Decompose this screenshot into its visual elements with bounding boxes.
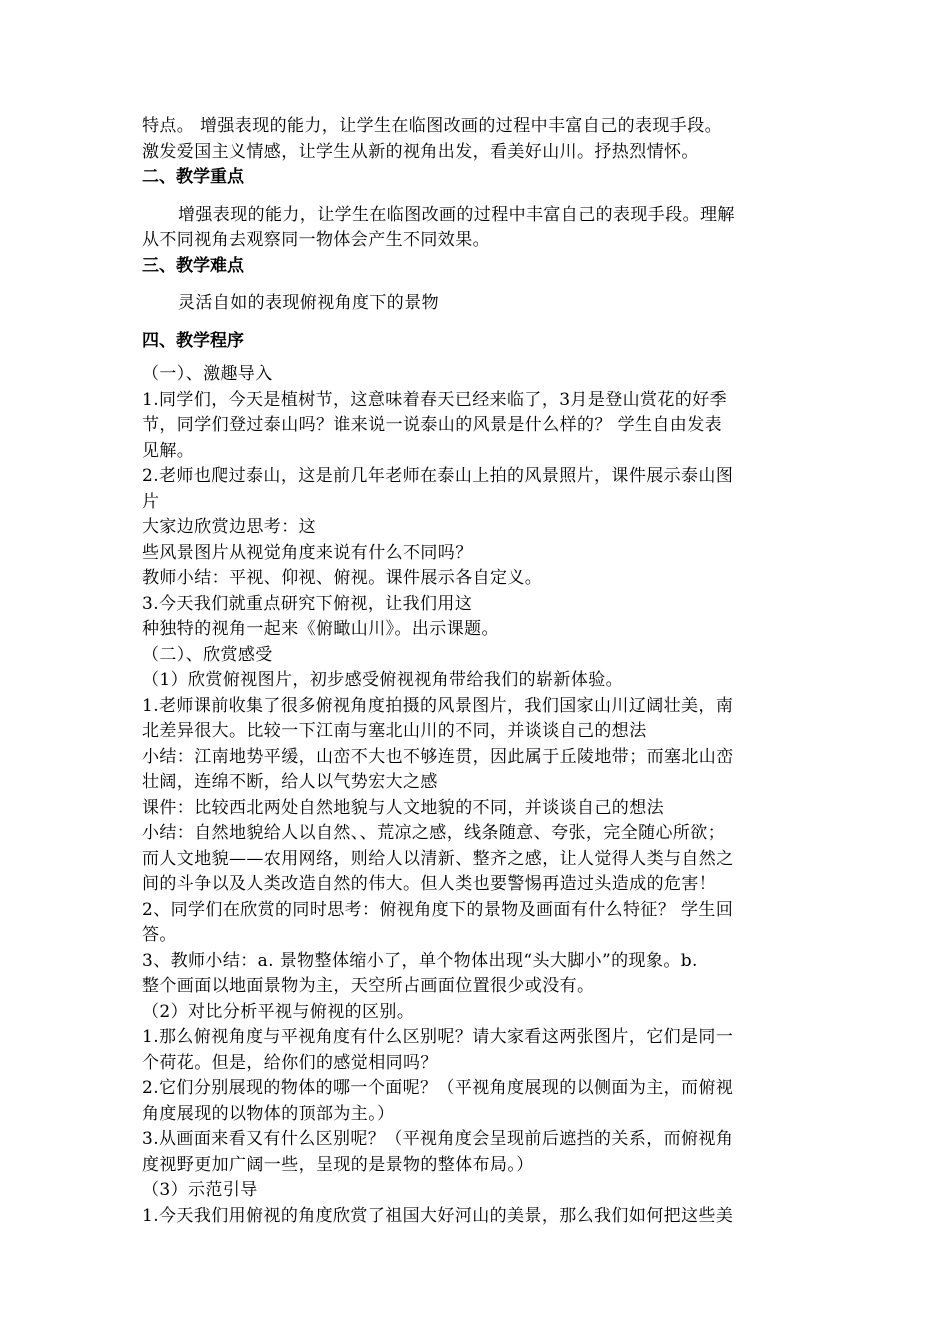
procedure-line: （1）欣赏俯视图片，初步感受俯视视角带给我们的崭新体验。 [142,670,624,690]
procedure-line: （2）对比分析平视与俯视的区别。 [142,1001,415,1022]
procedure-line: 3、教师小结：a. 景物整体缩小了，单个物体出现“头大脚小”的现象。b. [142,950,698,971]
procedure-line: 小结：自然地貌给人以自然、、荒凉之感，线条随意、夸张，完全随心所欲； [142,823,726,843]
procedure-line: 小结：江南地势平缓，山峦不大也不够连贯，因此属于丘陵地带；而塞北山峦 [142,746,734,767]
procedure-line: 3.从画面来看又有什么区别呢？（平视角度会呈现前后遮挡的关系，而俯视角 [142,1129,734,1149]
procedure-line: 北差异很大。比较一下江南与塞北山川的不同，并谈谈自己的想法 [142,721,647,741]
procedure-line: 3.今天我们就重点研究下俯视，让我们用这 [142,593,473,614]
procedure-line: 种独特的视角一起来《俯瞰山川》。出示课题。 [142,619,499,639]
procedure-line: 节，同学们登过泰山吗？谁来说一说泰山的风景是什么样的？ 学生自由发表 [142,415,723,435]
procedure-line: 而人文地貌——农用网络，则给人以清新、整齐之感，让人觉得人类与自然之 [142,848,734,869]
intro-line-2: 激发爱国主义情感，让学生从新的视角出发，看美好山川。抒热烈情怀。 [142,141,699,162]
procedure-line: 课件：比较西北两处自然地貌与人文地貌的不同，并谈谈自己的想法 [142,797,664,818]
procedure-line: 整个画面以地面景物为主，天空所占画面位置很少或没有。 [142,976,595,996]
difficulties-paragraph: 灵活自如的表现俯视角度下的景物 [178,293,439,313]
procedure-line: 1.那么俯视角度与平视角度有什么区别呢？请大家看这两张图片，它们是同一 [142,1027,734,1047]
key-points-paragraph: 增强表现的能力，让学生在临图改画的过程中丰富自己的表现手段。理解 [178,204,735,225]
procedure-line: 角度展现的以物体的顶部为主。） [142,1103,395,1124]
section-heading-procedure: 四、教学程序 [142,330,244,351]
procedure-line: 1.老师课前收集了很多俯视角度拍摄的风景图片，我们国家山川辽阔壮美，南 [142,695,734,716]
procedure-text [142,362,822,1229]
procedure-line: 教师小结：平视、仰视、俯视。课件展示各自定义。 [142,568,543,588]
procedure-line: 壮阔，连绵不断，给人以气势宏大之感 [142,772,438,792]
document-body [142,114,822,1229]
procedure-line: 答。 [142,925,177,945]
section-heading-key-points: 二、教学重点 [142,167,244,187]
intro-line-1: 特点。 增强表现的能力，让学生在临图改画的过程中丰富自己的表现手段。 [142,116,723,136]
procedure-line: 2.它们分别展现的物体的哪一个面呢？（平视角度展现的以侧面为主，而俯视 [142,1078,734,1098]
procedure-line: 1.今天我们用俯视的角度欣赏了祖国大好河山的美景，那么我们如何把这些美 [142,1205,734,1226]
procedure-line: 间的斗争以及人类改造自然的伟大。但人类也要警惕再造过头造成的危害！ [142,874,717,894]
procedure-line: 2.老师也爬过泰山，这是前几年老师在泰山上拍的风景照片，课件展示泰山图 [142,466,734,486]
procedure-line: 见解。 [142,440,195,461]
section-heading-difficulties: 三、教学难点 [142,255,244,276]
procedure-line: 些风景图片从视觉角度来说有什么不同吗？ [142,542,473,563]
procedure-line: （3）示范引导 [142,1180,258,1200]
procedure-line: 大家边欣赏边思考：这 [142,517,316,537]
procedure-line: 片 [142,491,160,512]
procedure-line: 2、同学们在欣赏的同时思考：俯视角度下的景物及画面有什么特征？ 学生回 [142,899,734,920]
key-points-paragraph-cont: 从不同视角去观察同一物体会产生不同效果。 [142,230,490,250]
procedure-line: （一）、激趣导入 [142,364,273,384]
procedure-line: （二）、欣赏感受 [142,644,273,665]
procedure-line: 个荷花。但是，给你们的感觉相同吗？ [142,1052,438,1073]
procedure-line: 1.同学们，今天是植树节，这意味着春天已经来临了，3月是登山赏花的好季 [142,389,728,410]
procedure-line: 度视野更加广阔一些，呈现的是景物的整体布局。） [142,1154,534,1175]
